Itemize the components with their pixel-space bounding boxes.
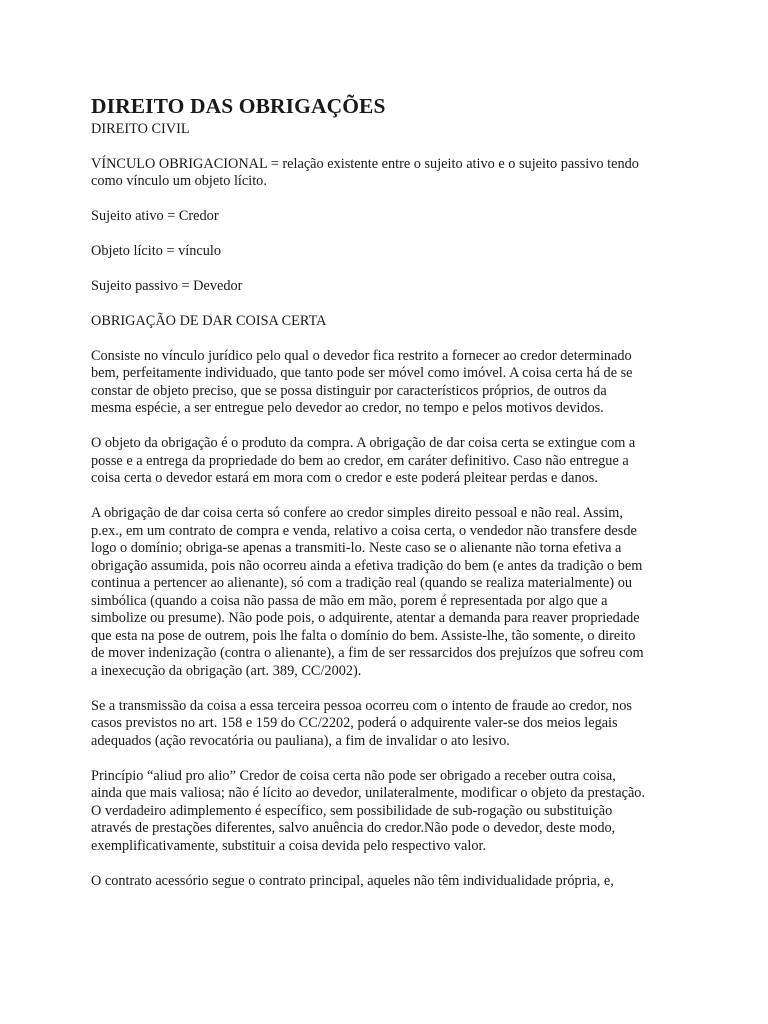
text-line: a inexecução da obrigação (art. 389, CC/2002). bbox=[91, 662, 362, 679]
text-line: continua a pertencer ao alienante), só com a tradição real (quando se realiza materialmente) ou bbox=[91, 575, 633, 591]
text-line: Consiste no vínculo jurídico pelo qual o devedor fica restrito a fornecer ao credor determinado bbox=[91, 347, 632, 364]
document-title: DIREITO DAS OBRIGAÇÕES bbox=[91, 94, 386, 118]
text-line: O verdadeiro adimplemento é específico, sem possibilidade de sub-rogação ou substituição bbox=[91, 802, 613, 819]
text-line: exemplificativamente, substituir a coisa devida pelo respectivo valor. bbox=[91, 837, 487, 854]
text-line: casos previstos no art. 158 e 159 do CC/2202, poderá o adquirente valer-se dos meios legais bbox=[91, 715, 618, 731]
paragraph-sujeito-ativo bbox=[91, 208, 708, 226]
text-line: coisa certa o devedor estará em mora com o credor e este poderá pleitear perdas e danos. bbox=[91, 470, 598, 486]
text-line: O objeto da obrigação é o produto da compra. A obrigação de dar coisa certa se extingue com a bbox=[91, 435, 636, 451]
text-line: Se a transmissão da coisa a essa terceira pessoa ocorreu com o intento de fraude ao credor, nos bbox=[91, 697, 632, 714]
paragraph-sujeito-passivo bbox=[91, 278, 708, 296]
paragraph-vinculo-obrigacional bbox=[91, 156, 708, 191]
paragraph-direito-pessoal bbox=[91, 505, 708, 680]
text-line: A obrigação de dar coisa certa só confere ao credor simples direito pessoal e não real. Assim, bbox=[91, 505, 623, 521]
section-heading: OBRIGAÇÃO DE DAR COISA CERTA bbox=[91, 313, 327, 329]
text-line: logo o domínio; obriga-se apenas a transmiti-lo. Neste caso se o alienante não torna efetiva a bbox=[91, 540, 622, 556]
paragraph-contrato-acessorio bbox=[91, 873, 708, 891]
document-subtitle: DIREITO CIVIL bbox=[91, 121, 190, 137]
text-line: que esta na pose de outrem, pois lhe falta o domínio do bem. Assiste-lhe, tão somente, o direito bbox=[91, 627, 636, 644]
text-line: posse e a entrega da propriedade do bem ao credor, em caráter definitivo. Caso não entregue a bbox=[91, 452, 629, 469]
paragraph-objeto-licito bbox=[91, 243, 708, 261]
text-line: ainda que mais valiosa; não é lícito ao devedor, unilateralmente, modificar o objeto da prestação. bbox=[91, 785, 646, 801]
paragraph-objeto-obrigacao bbox=[91, 435, 708, 488]
text-line: adequados (ação revocatória ou pauliana), a fim de invalidar o ato lesivo. bbox=[91, 732, 510, 749]
text-line: através de prestações diferentes, salvo anuência do credor.Não pode o devedor, deste modo, bbox=[91, 820, 616, 836]
text-line: obrigação assumida, pois não ocorreu ainda a efetiva tradição do bem (e antes da tradição o bem bbox=[91, 557, 643, 574]
text-line: O contrato acessório segue o contrato principal, aqueles não têm individualidade própria, e, bbox=[91, 872, 614, 889]
text-line: Sujeito passivo = Devedor bbox=[91, 278, 243, 294]
text-line: VÍNCULO OBRIGACIONAL = relação existente entre o sujeito ativo e o sujeito passivo tendo bbox=[91, 155, 639, 172]
text-line: constar de objeto preciso, que se possa distinguir por característicos próprios, de outros da bbox=[91, 382, 607, 399]
text-line: bem, perfeitamente individuado, que tanto pode ser móvel como imóvel. A coisa certa há de se bbox=[91, 365, 633, 381]
text-line: simbolize ou presume). Não pode pois, o adquirente, atentar a demanda para reaver propriedade bbox=[91, 610, 640, 626]
paragraph-aliud-pro-alio bbox=[91, 768, 708, 856]
text-line: Objeto lícito = vínculo bbox=[91, 243, 221, 259]
paragraph-fraude-credor bbox=[91, 698, 708, 751]
text-line: Sujeito ativo = Credor bbox=[91, 208, 219, 224]
text-line: Princípio “aliud pro alio” Credor de coisa certa não pode ser obrigado a receber outra coisa, bbox=[91, 767, 616, 784]
text-line: de mover indenização (contra o alienante), a fim de ser ressarcidos dos prejuízos que sofreu com bbox=[91, 645, 644, 661]
text-line: p.ex., em um contrato de compra e venda, relativo a coisa certa, o vendedor não transfere desde bbox=[91, 522, 637, 539]
text-line: simbólica (quando a coisa não passa de mão em mão, porem é representada por algo que a bbox=[91, 592, 608, 609]
text-line: mesma espécie, a ser entregue pelo devedor ao credor, no tempo e pelos motivos devidos. bbox=[91, 400, 604, 416]
text-line: como vínculo um objeto lícito. bbox=[91, 173, 267, 189]
paragraph-definicao bbox=[91, 348, 708, 418]
